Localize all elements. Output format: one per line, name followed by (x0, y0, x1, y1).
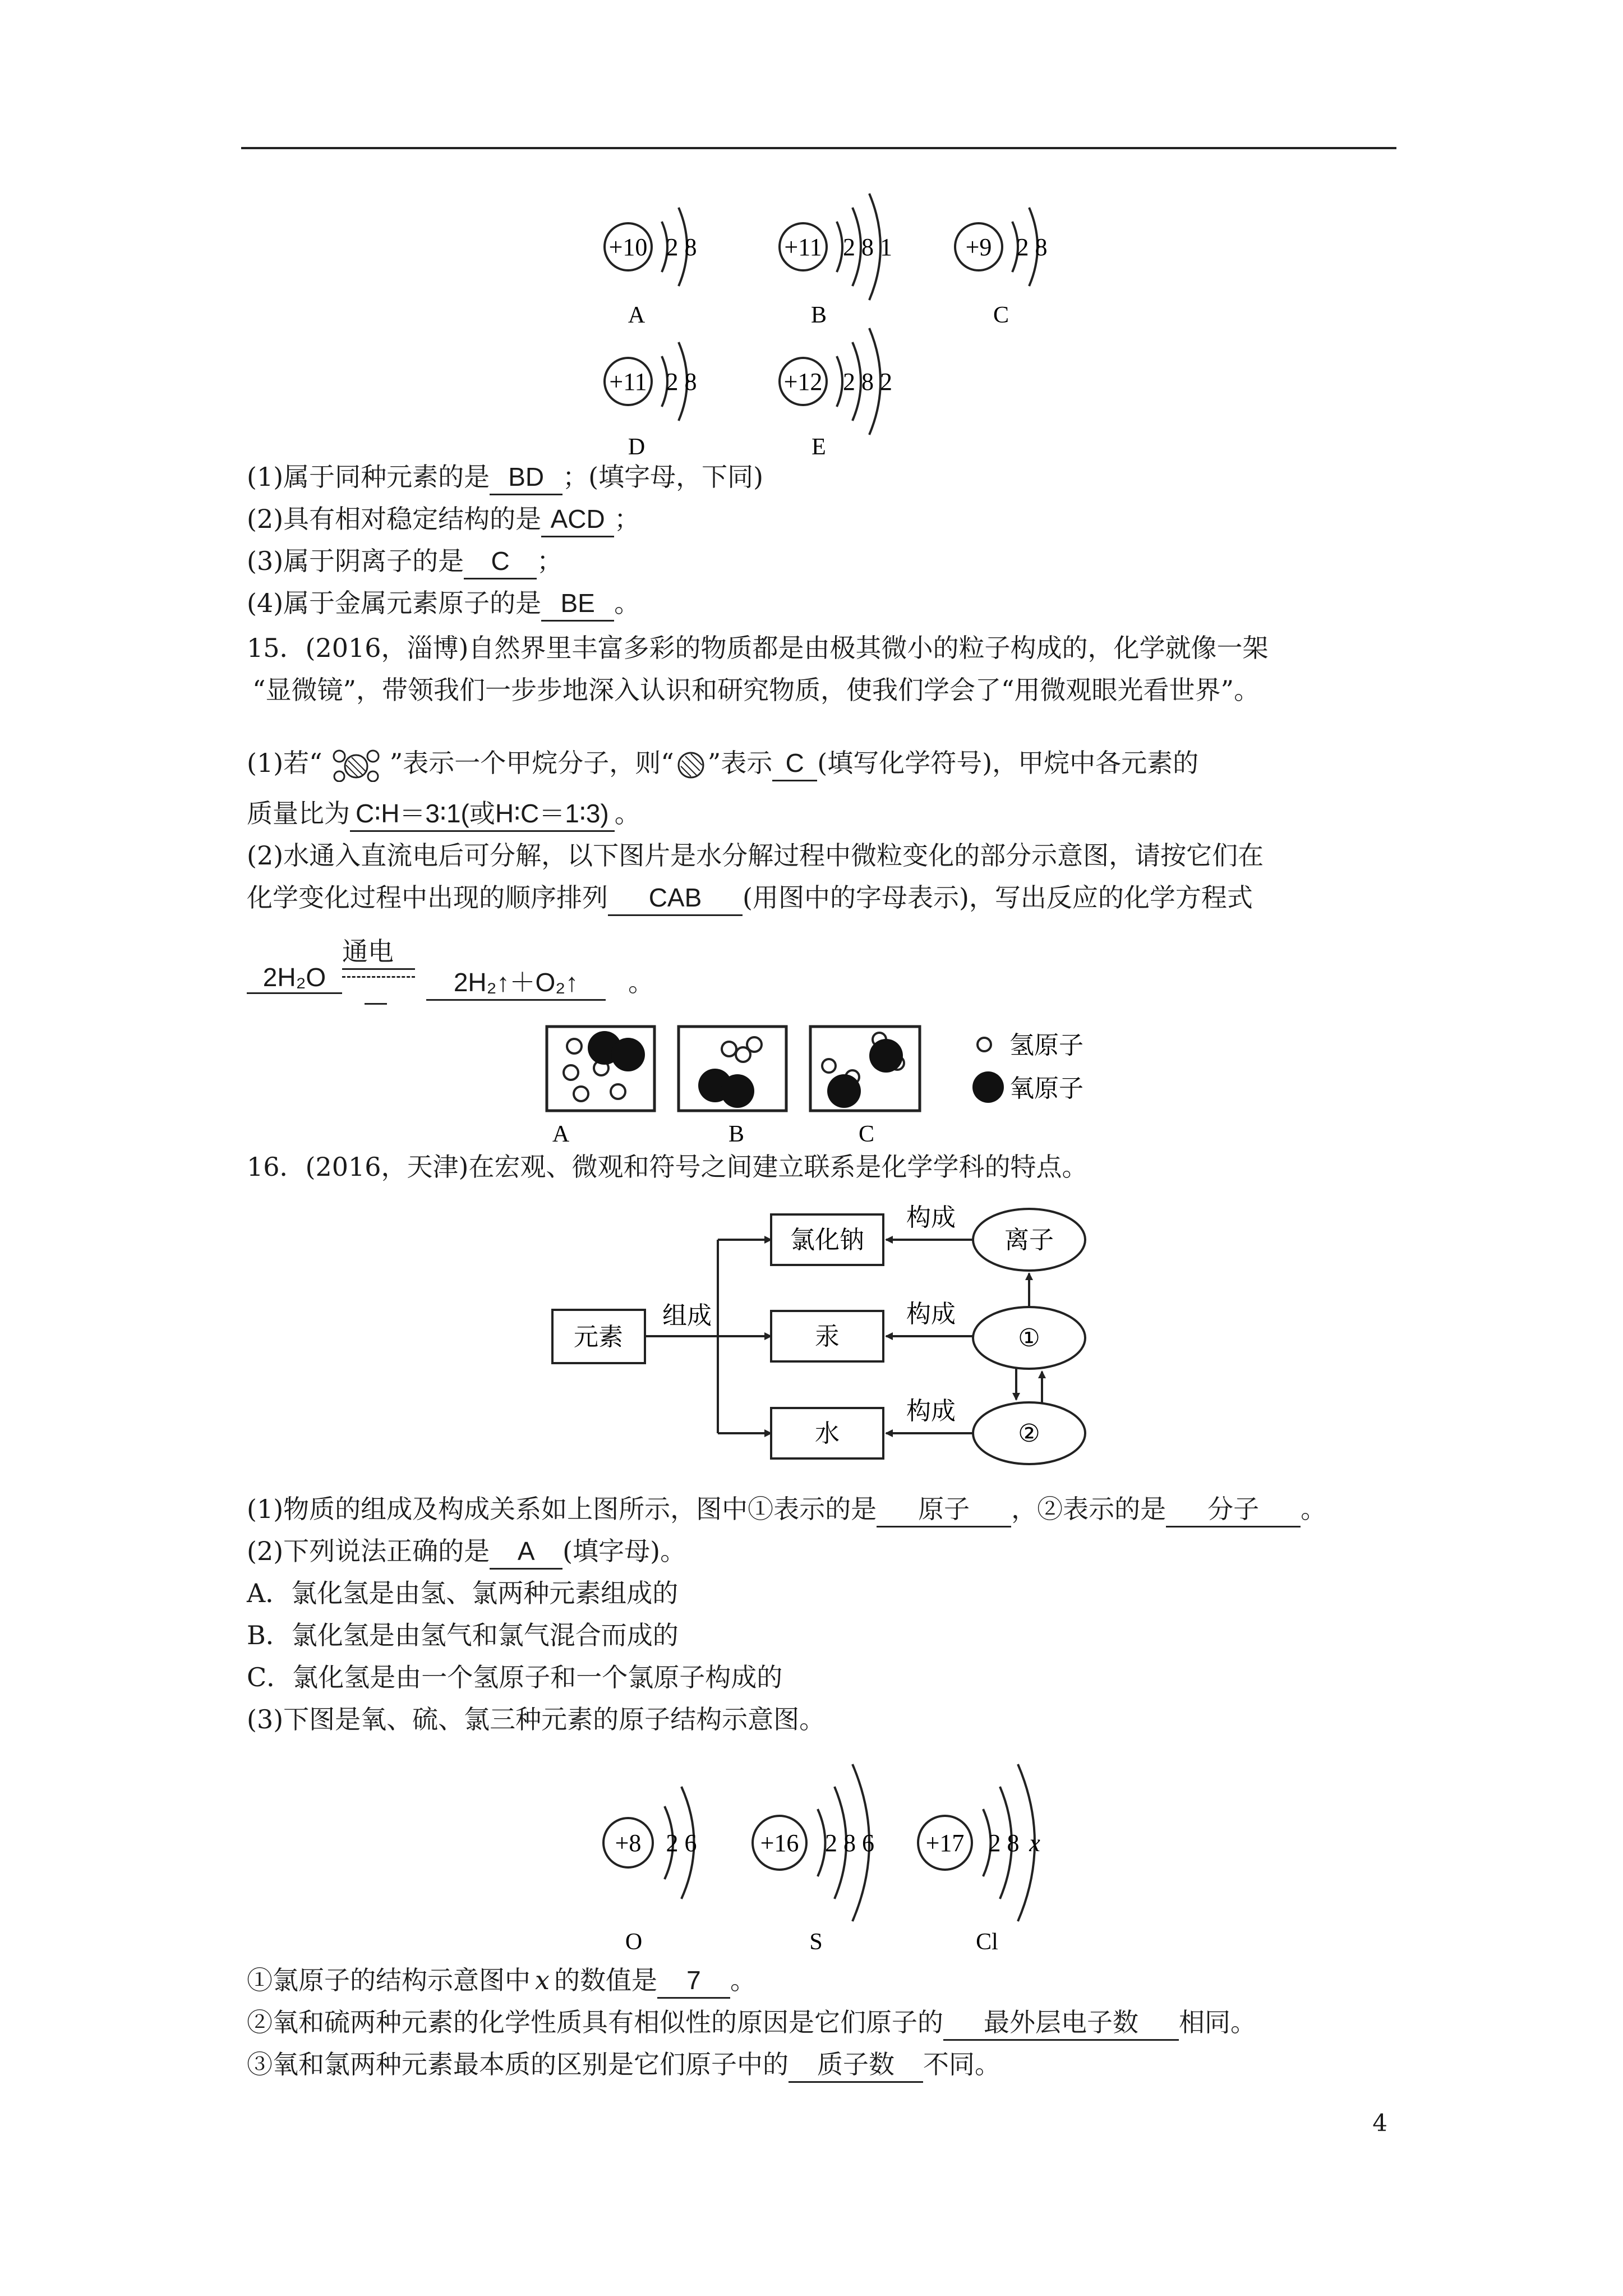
atom-Cl-electrons: 2 8 (988, 1829, 1020, 1857)
q16-sub-2: ②氧和硫两种元素的化学性质具有相似性的原因是它们原子的 最外层电子数 相同。 (247, 2005, 1256, 2041)
q15-title: 15．(2016，淄博)自然界里丰富多彩的物质都是由极其微小的粒子构成的，化学就像一架 (247, 633, 1269, 663)
q16-answer-1: 原子 (877, 1492, 1011, 1527)
atom-Cl-x: x (1029, 1829, 1040, 1857)
eq-right: 2H₂↑＋O₂↑ (426, 962, 606, 1001)
q16-part1: (1)物质的组成及构成关系如上图所示，图中①表示的是 原子 ，②表示的是 分子 。 (247, 1492, 1326, 1527)
atom-C-nucleus: +9 (965, 233, 992, 261)
label-A: A (628, 302, 645, 328)
diagram-compose: 组成 (662, 1301, 712, 1330)
atom-Cl (918, 1764, 1040, 1921)
q15-answer-2: C∶H＝3∶1(或H∶C＝1∶3) (350, 797, 615, 832)
atom-A-nucleus: +10 (608, 233, 648, 261)
diagram-ion: 离子 (1004, 1226, 1054, 1254)
water-fig-label-B: B (728, 1121, 745, 1147)
diagram-nacl: 氯化钠 (790, 1226, 864, 1254)
diagram-circle-2: ② (1018, 1419, 1040, 1448)
label-B: B (810, 302, 827, 328)
atom-O-electrons: 2 6 (666, 1829, 697, 1857)
q15-title-2: “显微镜”，带领我们一步步地深入认识和研究物质，使我们学会了“用微观眼光看世界”。 (252, 675, 1260, 705)
atom-D-electrons: 2 8 (666, 368, 697, 395)
q16-part3: (3)下图是氧、硫、氯三种元素的原子结构示意图。 (247, 1704, 826, 1734)
q14-line-1: (1)属于同种元素的是 BD ；(填字母，下同) (247, 460, 763, 495)
q16-answer-5: 最外层电子数 (943, 2005, 1179, 2041)
legend-oxygen: 氧原子 (1009, 1074, 1083, 1103)
atom-E-nucleus: +12 (783, 368, 823, 395)
diagram-circle-1: ① (1018, 1324, 1040, 1352)
q16-sub-1: ①氯原子的结构示意图中 x 的数值是 7 。 (247, 1963, 756, 1999)
diagram-construct-1: 构成 (906, 1203, 956, 1232)
q16-sub-3: ③氧和氯两种元素最本质的区别是它们原子中的 质子数 不同。 (247, 2047, 1000, 2083)
q15-part2-line1: (2)水通入直流电后可分解，以下图片是水分解过程中微粒变化的部分示意图，请按它们在 (247, 840, 1264, 871)
q16-option-b: B．氯化氢是由氢气和氯气混合而成的 (247, 1620, 679, 1650)
q14-answer-4: BE (541, 586, 614, 622)
atom-C-electrons: 2 8 (1016, 233, 1048, 261)
eq-end: 。 (628, 967, 654, 997)
q15-part1-line2: 质量比为 C∶H＝3∶1(或H∶C＝1∶3) 。 (247, 797, 640, 832)
diagram-water: 水 (815, 1419, 840, 1448)
q15-answer-1: C (772, 746, 817, 781)
eq-condition: 通电 (342, 936, 394, 967)
atom-D-nucleus: +11 (609, 368, 647, 395)
atom-O (603, 1787, 697, 1899)
label-E: E (811, 434, 826, 460)
water-fig-label-C: C (858, 1121, 875, 1147)
atom-B-electrons: 2 8 1 (843, 233, 892, 261)
atom-E-electrons: 2 8 2 (843, 368, 892, 395)
q14-answer-3: C (464, 544, 537, 579)
q14-line-3: (3)属于阴离子的是 C ； (247, 544, 562, 579)
label-S: S (809, 1929, 823, 1955)
q14-answer-2: ACD (541, 502, 614, 537)
q16-answer-2: 分子 (1166, 1492, 1301, 1527)
label-C: C (993, 302, 1009, 328)
q16-part2: (2)下列说法正确的是 A (填字母)。 (247, 1534, 686, 1570)
diagram-construct-2: 构成 (906, 1300, 956, 1328)
atom-O-nucleus: +8 (615, 1829, 642, 1857)
water-fig-label-A: A (552, 1121, 570, 1147)
atom-S-electrons: 2 8 6 (825, 1829, 874, 1857)
q16-answer-3: A (490, 1534, 562, 1570)
page-number: 4 (1372, 2109, 1387, 2137)
atom-A-electrons: 2 8 (666, 233, 697, 261)
q16-option-a: A．氯化氢是由氢、氯两种元素组成的 (247, 1578, 679, 1608)
q16-answer-4: 7 (657, 1963, 730, 1999)
q14-answer-1: BD (490, 460, 562, 495)
atom-B-nucleus: +11 (784, 233, 822, 261)
diagram-element: 元素 (574, 1323, 623, 1351)
q16-title: 16．(2016，天津)在宏观、微观和符号之间建立联系是化学学科的特点。 (247, 1152, 1088, 1182)
q15-answer-3: CAB (608, 881, 743, 916)
diagram-mercury: 汞 (815, 1322, 840, 1351)
atom-Cl-nucleus: +17 (925, 1829, 965, 1857)
q16-answer-6: 质子数 (789, 2047, 923, 2083)
legend-hydrogen: 氢原子 (1009, 1031, 1083, 1060)
label-O: O (625, 1929, 643, 1955)
atom-S (753, 1764, 874, 1921)
atom-S-nucleus: +16 (760, 1829, 799, 1857)
label-D: D (628, 434, 645, 460)
q16-option-c: C．氯化氢是由一个氢原子和一个氯原子构成的 (247, 1662, 783, 1692)
q15-part2-line2: 化学变化过程中出现的顺序排列 CAB (用图中的字母表示)，写出反应的化学方程式 (247, 881, 1253, 916)
diagram-construct-3: 构成 (906, 1397, 956, 1425)
q14-line-4: (4)属于金属元素原子的是 BE 。 (247, 586, 640, 622)
label-Cl: Cl (976, 1929, 998, 1955)
q15-part1-line1: (1)若“ ”表示一个甲烷分子，则“ ”表示 C (填写化学符号)，甲烷中各元素的 (247, 746, 1198, 782)
q14-line-2: (2)具有相对稳定结构的是 ACD ； (247, 502, 640, 537)
eq-left: 2H₂O (247, 962, 342, 994)
